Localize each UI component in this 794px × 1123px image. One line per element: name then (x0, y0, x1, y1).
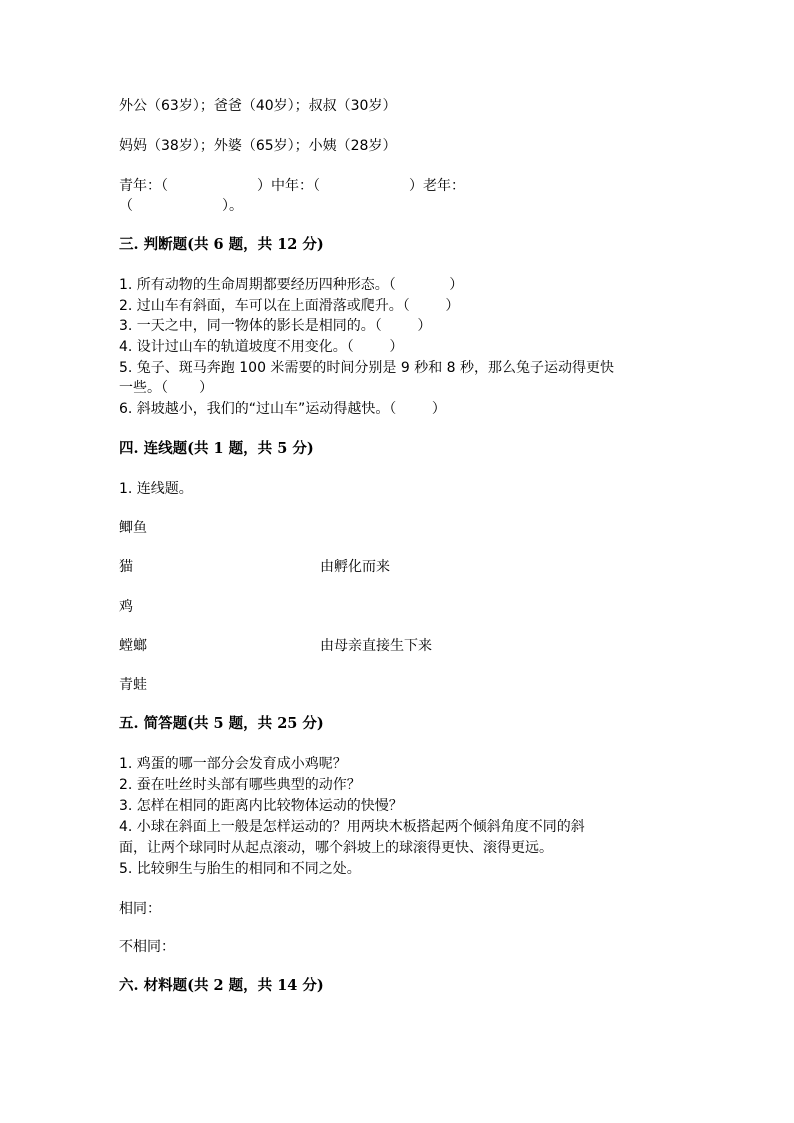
judgment-item-continued: 一些。（ ） (119, 380, 214, 396)
matching-right-item: 由母亲直接生下来 (320, 638, 432, 654)
short-answer-item: 5. 比较卵生与胎生的相同和不同之处。 (119, 861, 361, 877)
short-answer-item-continued: 面，让两个球同时从起点滚动，哪个斜坡上的球滚得更快、滚得更远。 (119, 840, 553, 856)
section-6-heading: 六. 材料题(共 2 题，共 14 分) (119, 977, 324, 994)
matching-left-item: 鸡 (119, 599, 133, 615)
short-answer-item: 4. 小球在斜面上一般是怎样运动的？用两块木板搭起两个倾斜角度不同的斜 (119, 819, 585, 835)
age-category-row-continued: （ ）。 (119, 198, 244, 214)
matching-left-item: 鲫鱼 (119, 520, 147, 536)
diff-label: 不相同： (119, 939, 175, 955)
short-answer-item: 3. 怎样在相同的距离内比较物体运动的快慢？ (119, 798, 403, 814)
section-5-heading: 五. 简答题(共 5 题，共 25 分) (119, 715, 324, 732)
judgment-item: 3. 一天之中，同一物体的影长是相同的。（ ） (119, 318, 432, 334)
judgment-item: 6. 斜坡越小，我们的“过山车”运动得越快。（ ） (119, 401, 446, 417)
age-category-row: 青年：（ ）中年：（ ）老年： (119, 178, 466, 194)
age-row-2: 妈妈（38岁）；外婆（65岁）；小姨（28岁） (119, 138, 397, 154)
matching-left-item: 青蛙 (119, 677, 147, 693)
section-3-heading: 三. 判断题(共 6 题，共 12 分) (119, 236, 324, 253)
section-4-heading: 四. 连线题(共 1 题，共 5 分) (119, 440, 314, 457)
matching-question: 1. 连线题。 (119, 481, 193, 497)
short-answer-item: 1. 鸡蛋的哪一部分会发育成小鸡呢？ (119, 756, 347, 772)
judgment-item: 2. 过山车有斜面，车可以在上面滑落或爬升。（ ） (119, 298, 460, 314)
judgment-item: 5. 兔子、斑马奔跑 100 米需要的时间分别是 9 秒和 8 秒，那么兔子运动得更快 (119, 360, 615, 376)
matching-right-item: 由孵化而来 (320, 559, 390, 575)
short-answer-item: 2. 蚕在吐丝时头部有哪些典型的动作？ (119, 777, 361, 793)
same-label: 相同： (119, 901, 161, 917)
matching-left-item: 猫 (119, 559, 133, 575)
matching-left-item: 螳螂 (119, 638, 147, 654)
judgment-item: 1. 所有动物的生命周期都要经历四种形态。（ ） (119, 277, 464, 293)
age-row-1: 外公（63岁）；爸爸（40岁）；叔叔（30岁） (119, 98, 397, 114)
judgment-item: 4. 设计过山车的轨道坡度不用变化。（ ） (119, 339, 404, 355)
